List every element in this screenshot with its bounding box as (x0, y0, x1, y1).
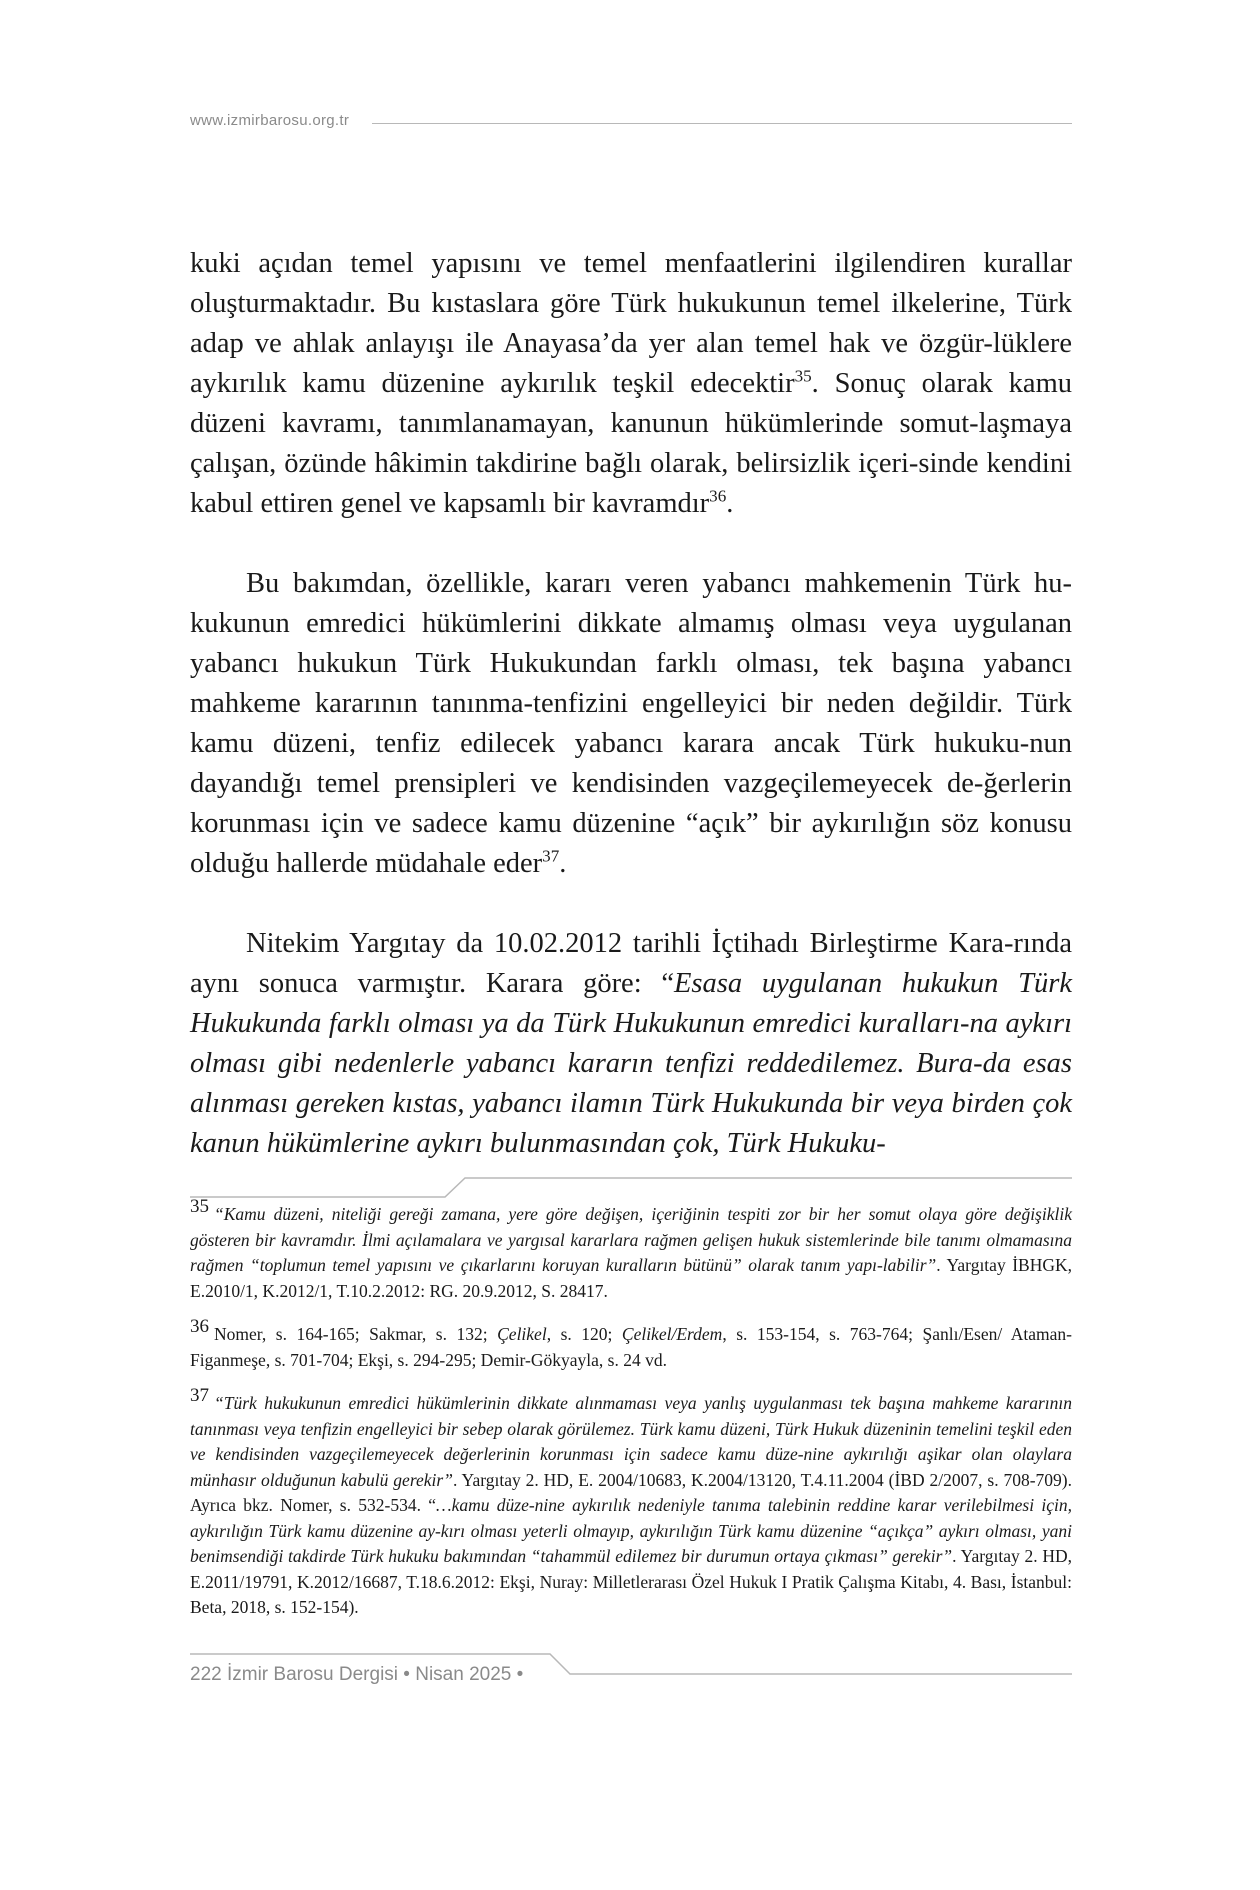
italic-run: Çelikel (497, 1324, 547, 1344)
footnote-ref: 37 (542, 846, 560, 866)
footnote-ref: 36 (709, 486, 727, 506)
italic-run: “Türk hukukunun emredici hükümlerinin dikkate alınmaması veya yanlış uygulanması tek başına mahkeme kararının tanınması veya tenfizin engelleyici bir sebep olarak görülemez. Türk kamu düzeni, Türk Hukuk düzeninin temelini teşkil eden ve kendisinden vazgeçilemeyecek değerlerinin korunması için sadece kamu düze-nine aykırılığı aşikar olan olaylara münhasır olduğunun kabulü gerekir” (190, 1393, 1072, 1490)
paragraph-2 (190, 564, 1072, 884)
footnote-text (190, 1202, 1072, 1304)
footnote-35 (190, 1196, 1072, 1304)
header-rule (372, 123, 1072, 124)
italic-run: Esasa uygulanan hukukun Türk Hukukunda farklı olması ya da Türk Hukukunun emredici kuralları-na aykırı olması gibi nedenlerle yabancı kararın tenfizi reddedilemez. Bura-da esas alınması gereken kıstas, yabancı ilamın Türk Hukukunda bir veya birden çok kanun hükümlerine aykırı bulunmasından çok, Türk Hukuku- (190, 968, 1072, 1159)
text-run: Nomer, s. 164-165; Sakmar, s. 132; (214, 1324, 498, 1344)
footnote-text (190, 1391, 1072, 1621)
footnote-37 (190, 1385, 1072, 1621)
text-run: . Yargıtay 2. HD, E.2011/19791, K.2012/16687, T.18.6.2012: Ekşi, Nuray: Milletlerarası Özel Hukuk I Pratik Çalışma Kitabı, 4. Bası, İstanbul: Beta, 2018, s. 152-154). (190, 1546, 1072, 1617)
text-run: , s. 153-154, s. 763-764; Şanlı/Esen/ Ataman-Figanmeşe, s. 701-704; Ekşi, s. 294-295; Demir-Gökyayla, s. 24 vd. (190, 1324, 1072, 1370)
paragraph-3 (190, 924, 1072, 1164)
text-run: , s. 120; (546, 1324, 622, 1344)
footnote-36 (190, 1316, 1072, 1373)
paragraph-1 (190, 244, 1072, 524)
italic-run: …kamu düze-nine aykırılık nedeniyle tanıma talebinin reddine karar verilebilmesi için, aykırılığın Türk kamu düzenine ay-kırı olması yeterli olmayıp, aykırılığın Türk kamu düzenine “açıkça” aykırı olması, yani benimsendiği takdirde Türk hukuku bakımından “tahammül edilemez bir durumun ortaya çıkması” gerekir” (190, 1495, 1072, 1566)
footnote-number: 35 (190, 1196, 209, 1217)
text-run: Bu bakımdan, özellikle, kararı veren yabancı mahkemenin Türk hu-kukunun emredici hükümlerini dikkate almamış olması veya uygulanan yabancı hukukun Türk Hukukundan farklı olması, tek başına yabancı mahkeme kararının tanınma-tenfizini engelleyici bir neden değildir. Türk kamu düzeni, tenfiz edilecek yabancı karara ancak Türk hukuku-nun dayandığı temel prensipleri ve kendisinden vazgeçilemeyecek de-ğerlerin korunması için ve sadece kamu düzenine “açık” bir aykırılığın söz konusu olduğu hallerde müdahale eder (190, 568, 1072, 879)
italic-run: “Kamu düzeni, niteliği gereği zamana, yere göre değişen, içeriğinin tespiti zor bir her somut olaya göre değişiklik gösteren bir kavramdır. İlmi açılamalara ve yargısal kararlara rağmen gelişen hukuk sistemlerinde bile tanımı olmamasına rağmen “toplumun temel yapısını ve çıkarlarını koruyan kuralların bütünü” olarak tanım yapı-labilir” (190, 1204, 1072, 1275)
footnote-divider (190, 1170, 1072, 1200)
text-run: . Yargıtay 2. HD, E. 2004/10683, K.2004/13120, T.4.11.2004 (İBD 2/2007, s. 708-709). Ayrıca bkz. Nomer, s. 532-534. “ (190, 1469, 1072, 1515)
text-run: kuki açıdan temel yapısını ve temel menfaatlerini ilgilendiren kurallar oluşturmaktadır. Bu kıstaslara göre Türk hukukunun temel ilkelerine, Türk adap ve ahlak anlayışı ile Anayasa’da yer alan temel hak ve özgür-lüklere aykırılık kamu düzenine aykırılık teşkil edecektir (190, 248, 1072, 399)
footer-text: 222 İzmir Barosu Dergisi • Nisan 2025 • (190, 1664, 524, 1685)
text-run: . Yargıtay İBHGK, E.2010/1, K.2012/1, T.10.2.2012: RG. 20.9.2012, S. 28417. (190, 1255, 1072, 1301)
footnote-number: 37 (190, 1385, 209, 1406)
text-run: . (726, 488, 734, 519)
footnote-text (190, 1322, 1072, 1373)
text-run: Nitekim Yargıtay da 10.02.2012 tarihli İçtihadı Birleştirme Kara-rında aynı sonuca varmıştır. Karara göre: “ (190, 928, 1072, 999)
footnote-ref: 35 (794, 366, 812, 386)
footnotes (190, 1196, 1072, 1639)
text-run: . (559, 848, 567, 879)
text-run: . Sonuç olarak kamu düzeni kavramı, tanımlanamayan, kanunun hükümlerinde somut-laşmaya çalışan, özünde hâkimin takdirine bağlı olarak, belirsizlik içeri-sinde kendini kabul ettiren genel ve kapsamlı bir kavramdır (190, 368, 1073, 519)
body-text (190, 244, 1072, 1164)
footnote-number: 36 (190, 1316, 209, 1337)
italic-run: Çelikel/Erdem (621, 1324, 723, 1344)
header-url: www.izmirbarosu.org.tr (190, 112, 350, 129)
